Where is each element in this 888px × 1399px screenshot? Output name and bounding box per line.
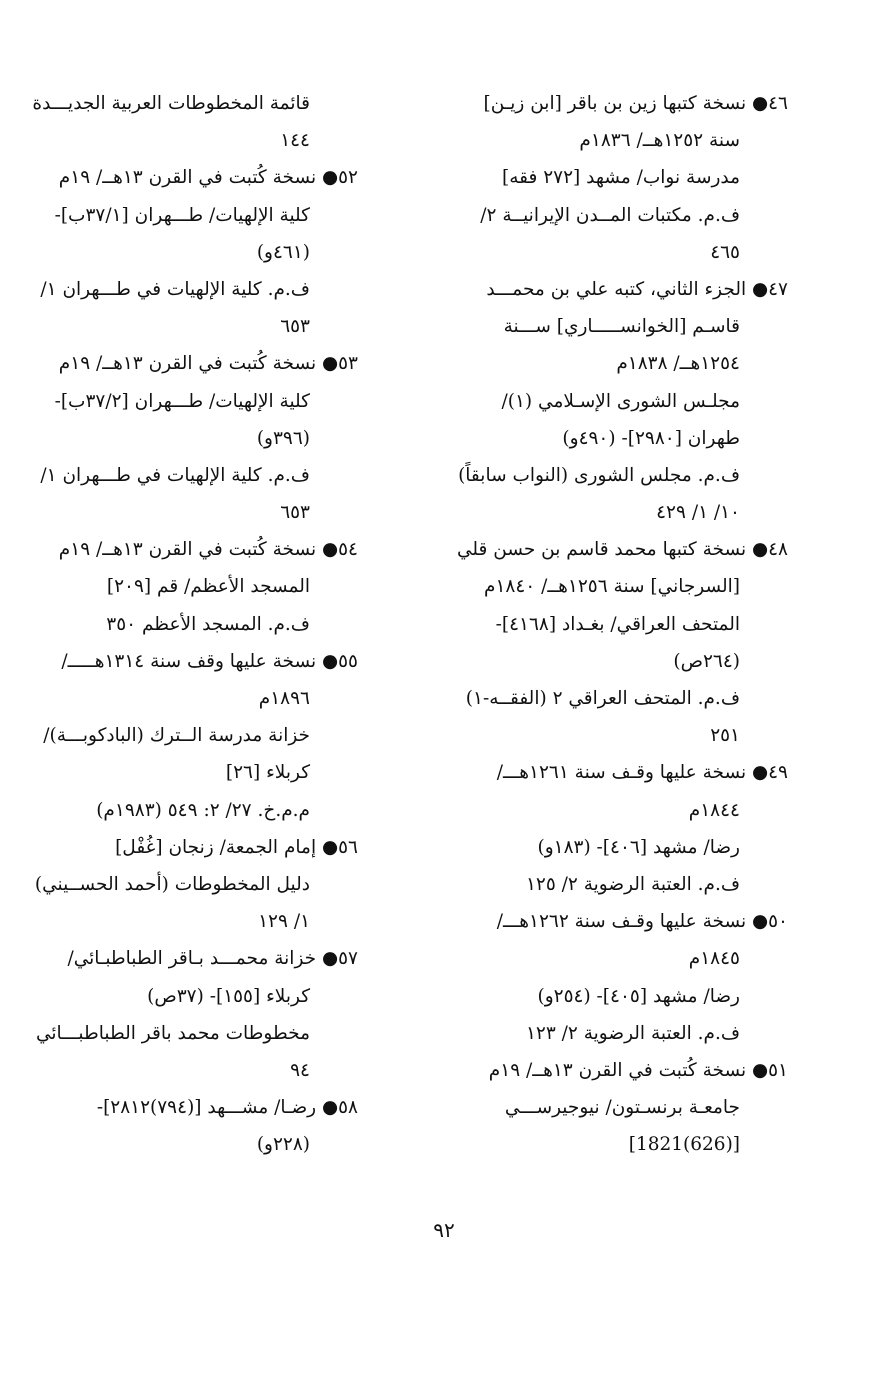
entry-line: ١٠/ ١/ ٤٢٩: [656, 502, 740, 524]
entry-line: (٤٦١و): [256, 241, 310, 263]
entry-line: طهران [٢٩٨٠]- (٤٩٠و): [562, 427, 740, 449]
entry-line: سنة ١٢٥٢هــ/ ١٨٣٦م: [579, 130, 740, 152]
entry-line: المتحف العراقي/ بغـداد [٤١٦٨]-: [495, 613, 740, 635]
entry-line: ٤٦٥: [710, 241, 740, 263]
entry-line: مدرسة نواب/ مشهد [٢٧٢ فقه]: [501, 167, 740, 189]
entry-line: ف.م. كلية الإلهيات في طـــهران ١/: [40, 278, 310, 300]
entry-line: مجلـس الشورى الإسـلامي (١)/: [501, 390, 740, 412]
entry-line: ٦٥٣: [280, 316, 310, 338]
entry-line: ف.م. مكتبات المــدن الإيرانيــة ٢/: [480, 204, 740, 226]
entry-heading-line: ٥٤● نسخة كُتبت في القرن ١٣هــ/ ١٩م: [58, 539, 358, 561]
right-column: [443, 85, 788, 1163]
entry-line: ٢٥١: [710, 725, 740, 747]
entry-line: ١٨٤٥م: [688, 948, 740, 970]
entry-line: ١٨٤٤م: [688, 799, 740, 821]
entry-line: (٢٦٤ص): [673, 650, 740, 672]
entry-line: (٣٩٦و): [256, 427, 310, 449]
entry-heading-line: ٥١● نسخة كُتبت في القرن ١٣هــ/ ١٩م: [488, 1059, 788, 1081]
entry-line: ف.م. المسجد الأعظم ٣٥٠: [106, 613, 310, 635]
entry-line: كربلاء [١٥٥]- (٣٧ص): [147, 985, 310, 1007]
entry-line: ف.م. كلية الإلهيات في طـــهران ١/: [40, 464, 310, 486]
entry-line: ١٢٥٤هــ/ ١٨٣٨م: [616, 353, 740, 375]
entry-line: رضا/ مشهد [٤٠٥]- (٢٥٤و): [537, 985, 740, 1007]
entry-line: جامعـة برنسـتون/ نيوجيرســـي: [504, 1097, 740, 1119]
entry-line: ١٤٤: [280, 130, 310, 152]
entry-line: دليل المخطوطات (أحمد الحســيني): [34, 873, 310, 895]
entry-line: م.م.خ. ٢٧/ ٢: ٥٤٩ (١٩٨٣م): [96, 799, 310, 821]
page-number: ٩٢: [433, 1218, 455, 1242]
entry-line: (٢٢٨و): [256, 1134, 310, 1156]
left-column: [23, 85, 358, 1163]
entry-heading-line: ٤٧● الجزء الثاني، كتبه علي بن محمـــد: [486, 278, 788, 300]
entry-line: [(626)1821]: [628, 1134, 740, 1156]
entry-line: ف.م. العتبة الرضوية ٢/ ١٢٥: [525, 873, 740, 895]
entry-heading-line: ٤٦● نسخة كتبها زين بن باقر [ابن زيـن]: [483, 93, 788, 114]
entry-heading-line: ٥٧● خزانة محمـــد بـاقر الطباطبـائي/: [67, 948, 358, 970]
entry-line: ف.م. العتبة الرضوية ٢/ ١٢٣: [525, 1022, 740, 1044]
entry-line: ٦٥٣: [280, 502, 310, 524]
entry-line: [السرجاني] سنة ١٢٥٦هــ/ ١٨٤٠م: [483, 576, 740, 598]
entry-heading-line: ٤٩● نسخة عليها وقـف سنة ١٢٦١هـــ/: [496, 762, 788, 784]
entry-line: كربلاء [٢٦]: [225, 762, 310, 784]
entry-heading-line: ٥٨● رضـا/ مشـــهد [(٧٩٤)٢٨١٢]-: [96, 1097, 358, 1119]
entry-line: رضا/ مشهد [٤٠٦]- (١٨٣و): [537, 836, 740, 858]
entry-line: كلية الإلهيات/ طـــهران [٣٧/١ب]-: [54, 204, 310, 226]
entry-line: مخطوطات محمد باقر الطباطبـــائي: [35, 1022, 310, 1044]
entry-line: ف.م. مجلس الشورى (النواب سابقاً): [458, 464, 740, 486]
entry-line: ١/ ١٢٩: [258, 911, 310, 933]
entry-heading-line: ٤٨● نسخة كتبها محمد قاسم بن حسن قلي: [456, 539, 788, 561]
entry-line: قائمة المخطوطات العربية الجديـــدة: [32, 93, 310, 114]
entry-heading-line: ٥٣● نسخة كُتبت في القرن ١٣هــ/ ١٩م: [58, 353, 358, 375]
entry-heading-line: ٥٥● نسخة عليها وقف سنة ١٣١٤هـــــ/: [61, 650, 358, 672]
entry-heading-line: ٥٠● نسخة عليها وقـف سنة ١٢٦٢هـــ/: [496, 911, 788, 933]
entry-heading-line: ٥٢● نسخة كُتبت في القرن ١٣هــ/ ١٩م: [58, 167, 358, 189]
entry-line: قاسـم [الخوانســـــاري] ســـنة: [503, 316, 740, 338]
entry-line: كلية الإلهيات/ طـــهران [٣٧/٢ب]-: [54, 390, 310, 412]
entry-heading-line: ٥٦● إمام الجمعة/ زنجان [غُفْل]: [115, 836, 358, 858]
entry-line: المسجد الأعظم/ قم [٢٠٩]: [106, 576, 310, 598]
entry-line: ١٨٩٦م: [258, 688, 310, 709]
entry-line: ٩٤: [290, 1059, 310, 1081]
entry-line: خزانة مدرسة الــترك (البادكوبـــة)/: [43, 725, 310, 747]
entry-line: ف.م. المتحف العراقي ٢ (الفقــه-١): [465, 688, 740, 709]
